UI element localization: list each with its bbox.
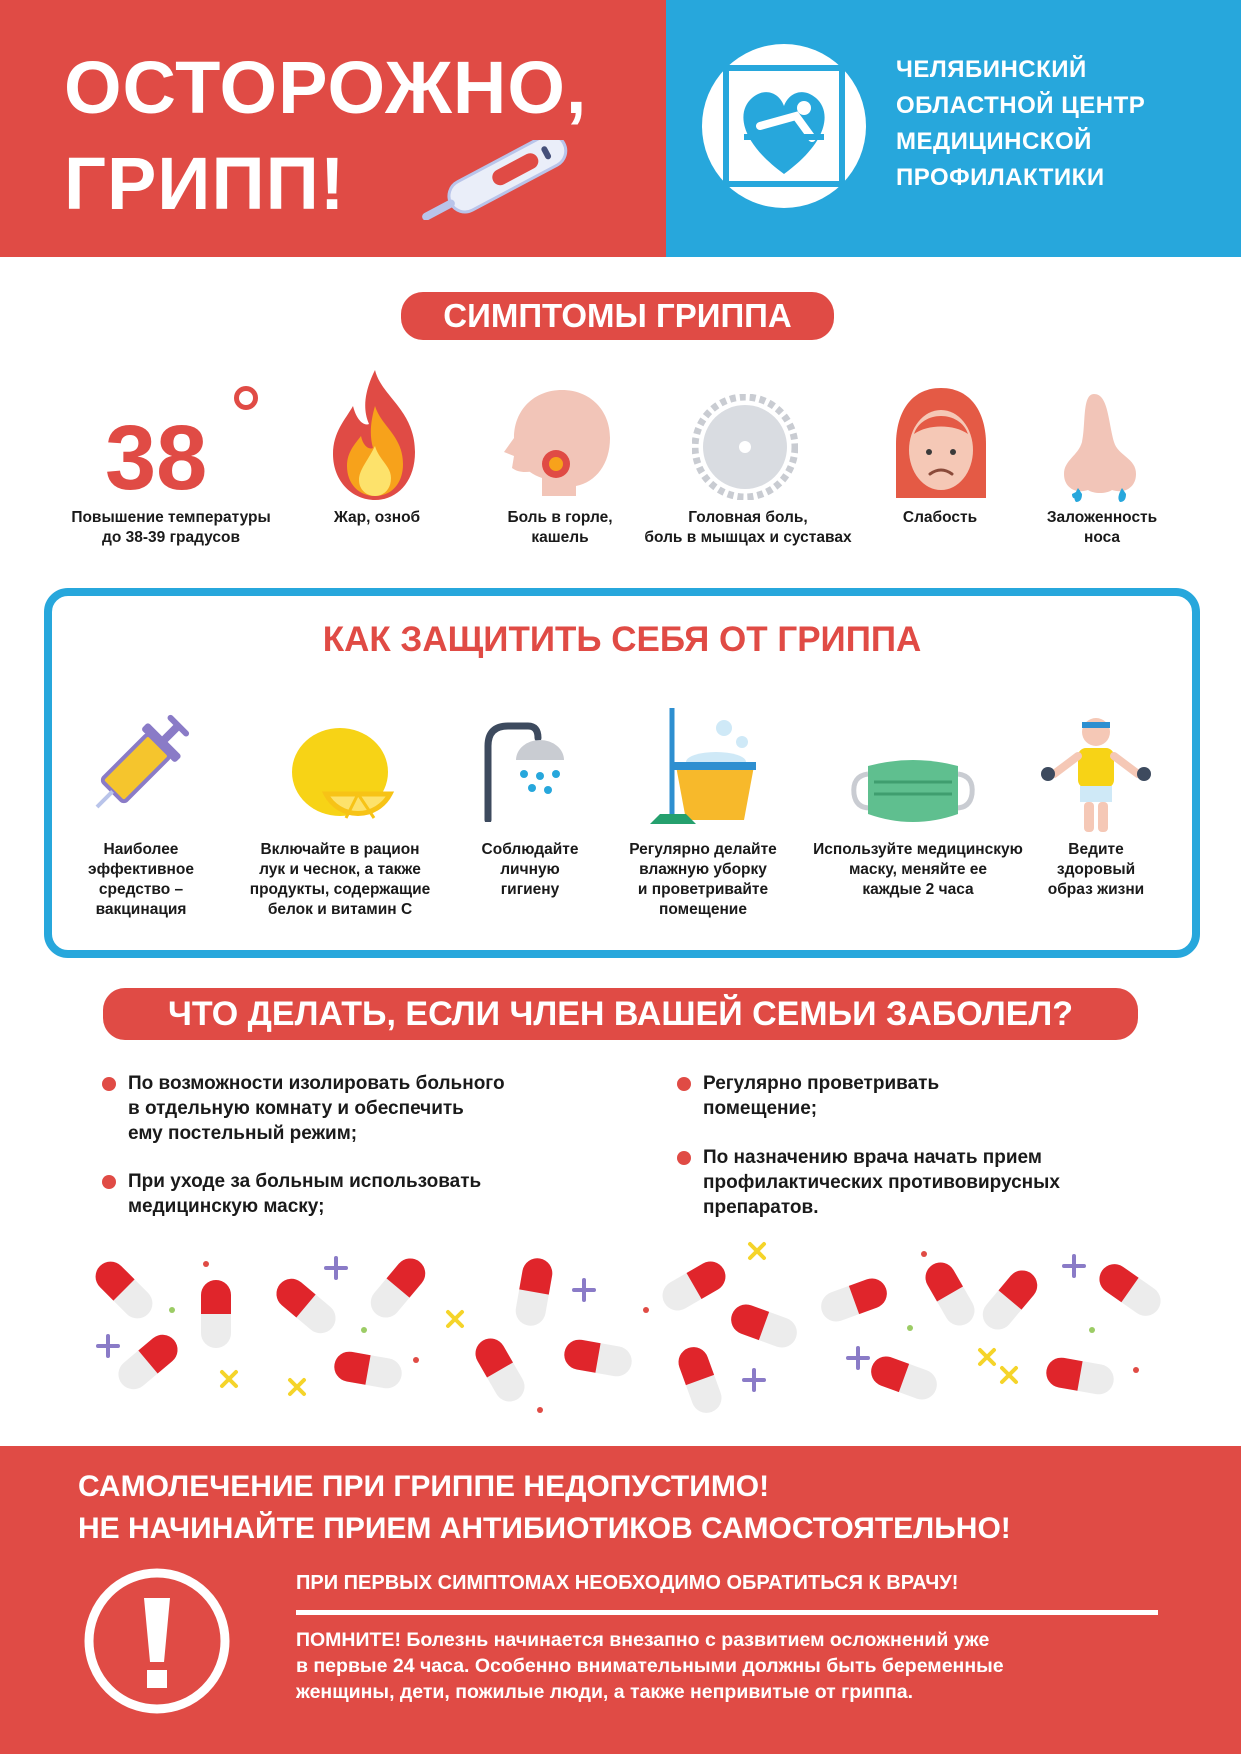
footer-headline-line: САМОЛЕЧЕНИЕ ПРИ ГРИППЕ НЕДОПУСТИМО! (78, 1470, 770, 1503)
sore-throat-head-icon (500, 386, 616, 500)
org-line: МЕДИЦИНСКОЙ (896, 128, 1092, 155)
footer-note-line: ПОМНИТЕ! Болезнь начинается внезапно с развитием осложнений уже (296, 1629, 990, 1651)
protect-text: помещение (659, 901, 747, 918)
what-to-do-heading: ЧТО ДЕЛАТЬ, ЕСЛИ ЧЛЕН ВАШЕЙ СЕМЬИ ЗАБОЛЕЛ? (103, 988, 1138, 1040)
symptom-text: Боль в горле, (507, 509, 613, 526)
footer-headline (78, 1466, 1011, 1550)
list-text: По возможности изолировать больного (128, 1073, 505, 1094)
list-item (102, 1071, 572, 1146)
protect-text: лук и чеснок, а также (259, 861, 421, 878)
shower-icon (478, 716, 582, 822)
list-text: препаратов. (703, 1197, 819, 1218)
protect-text: продукты, содержащие (249, 881, 431, 898)
mop-bucket-icon (646, 706, 756, 836)
footer-note-line: женщины, дети, пожилые люди, а также непривитые от гриппа. (296, 1681, 913, 1703)
protect-label (598, 840, 808, 920)
protect-text: личную (500, 861, 560, 878)
symptom-text: Слабость (902, 509, 978, 526)
athlete-dumbbells-icon (1040, 712, 1152, 834)
symptom-text: Жар, озноб (333, 509, 421, 526)
list-text: Регулярно проветривать (703, 1073, 940, 1094)
pills-decoration (0, 1230, 1241, 1430)
protect-text: Включайте в рацион (260, 841, 420, 858)
protect-text: маску, меняйте ее (848, 861, 988, 878)
footer-note-line: в первые 24 часа. Особенно внимательными должны быть беременные (296, 1655, 1004, 1677)
title-line: ГРИПП! (64, 142, 346, 225)
footer-subheading: ПРИ ПЕРВЫХ СИМПТОМАХ НЕОБХОДИМО ОБРАТИТЬСЯ К ВРАЧУ! (296, 1572, 959, 1594)
title-line: ОСТОРОЖНО, (64, 46, 588, 129)
protect-text: образ жизни (1047, 881, 1145, 898)
organization-name (896, 52, 1145, 196)
protect-label (228, 840, 452, 920)
list-text: По назначению врача начать прием (703, 1147, 1042, 1168)
symptom-text: до 38-39 градусов (102, 529, 240, 546)
symptom-text: Заложенность (1046, 509, 1158, 526)
symptom-text: Головная боль, (688, 509, 808, 526)
protect-text: Используйте медицинскую (813, 841, 1023, 858)
symptom-text: носа (1083, 529, 1121, 546)
fire-icon (323, 366, 427, 502)
symptoms-heading: СИМПТОМЫ ГРИППА (401, 292, 834, 340)
footer-divider (296, 1610, 1158, 1615)
protect-text: влажную уборку (639, 861, 767, 878)
medical-mask-icon (848, 754, 978, 830)
lemon-icon (286, 720, 400, 824)
symptom-text: Повышение температуры (71, 509, 271, 526)
protect-label (1040, 840, 1152, 900)
bullet-icon (677, 1151, 691, 1165)
runny-nose-icon (1056, 390, 1144, 502)
protect-text: эффективное (88, 861, 194, 878)
thermometer-icon (405, 140, 585, 220)
protect-text: здоровый (1056, 861, 1136, 878)
protect-text: Наиболее (103, 841, 179, 858)
degree-icon (234, 386, 258, 410)
protect-text: каждые 2 часа (862, 881, 974, 898)
list-text: помещение; (703, 1098, 818, 1119)
protect-label (36, 840, 246, 920)
org-line: ОБЛАСТНОЙ ЦЕНТР (896, 92, 1146, 119)
list-text: профилактических противовирусных (703, 1172, 1060, 1193)
list-item (677, 1071, 1177, 1121)
protect-text: Регулярно делайте (629, 841, 777, 858)
warning-exclamation-icon (82, 1566, 232, 1716)
symptom-label (51, 508, 291, 548)
symptom-text: кашель (531, 529, 589, 546)
org-line: ПРОФИЛАКТИКИ (896, 164, 1105, 191)
protect-heading: КАК ЗАЩИТИТЬ СЕБЯ ОТ ГРИППА (322, 620, 922, 659)
list-item (102, 1169, 572, 1219)
protect-text: средство – (98, 881, 184, 898)
saw-blade-icon (692, 394, 798, 500)
list-item (677, 1145, 1177, 1220)
protect-text: гигиену (500, 881, 560, 898)
footer-headline-line: НЕ НАЧИНАЙТЕ ПРИЕМ АНТИБИОТИКОВ САМОСТОЯТЕЛЬНО! (78, 1512, 1011, 1545)
bullet-icon (102, 1175, 116, 1189)
protect-text: вакцинация (95, 901, 187, 918)
protect-text: Соблюдайте (481, 841, 579, 858)
temperature-number: 38 (105, 407, 208, 509)
protect-text: Ведите (1068, 841, 1124, 858)
list-text: в отдельную комнату и обеспечить (128, 1098, 464, 1119)
temperature-value (105, 407, 208, 509)
protect-text: и проветривайте (637, 881, 769, 898)
syringe-icon (78, 706, 198, 826)
list-text: При уходе за больным использовать (128, 1171, 482, 1192)
bullet-icon (677, 1077, 691, 1091)
symptom-text: боль в мышцах и суставах (644, 529, 852, 546)
organization-logo (700, 42, 868, 210)
footer-note (296, 1627, 1176, 1705)
org-line: ЧЕЛЯБИНСКИЙ (896, 56, 1087, 83)
protect-text: белок и витамин С (267, 901, 413, 918)
list-text: медицинскую маску; (128, 1196, 325, 1217)
symptom-label (982, 508, 1222, 548)
bullet-icon (102, 1077, 116, 1091)
protect-label (798, 840, 1038, 900)
sad-face-icon (894, 384, 988, 502)
list-text: ему постельный режим; (128, 1123, 358, 1144)
